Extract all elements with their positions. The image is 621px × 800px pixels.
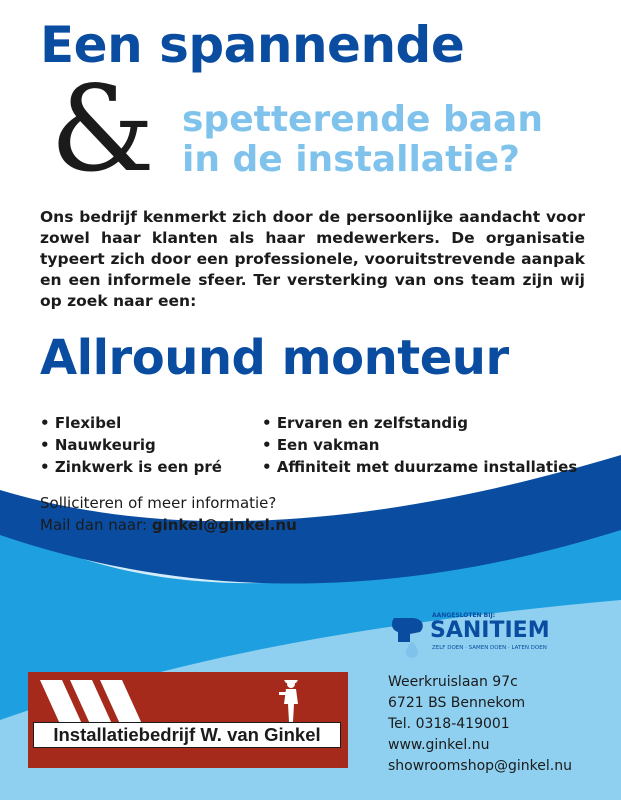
sanitiem-logo [388,608,563,662]
contact-block [388,672,572,777]
contact-phone: Tel. 0318-419001 [388,716,510,732]
headline-line-3: in de installatie? [182,138,520,180]
list-item: • Nauwkeurig [40,434,222,456]
apply-mail-line [40,514,297,536]
list-item: • Flexibel [40,412,222,434]
job-title: Allround monteur [40,330,509,386]
headline-line-1: Een spannende [40,16,465,74]
sanitiem-tagline: ZELF DOEN · SAMEN DOEN · LATEN DOEN [432,645,547,651]
headline-line-2: spetterende baan [182,99,543,140]
list-item: • Zinkwerk is een pré [40,456,222,478]
stripes-logo-icon [40,680,150,724]
sanitiem-drop-icon [390,612,428,660]
ampersand: & [50,60,156,198]
qualities-list-left [40,412,222,478]
contact-website-link[interactable]: www.ginkel.nu [388,737,490,753]
contact-street: Weerkruislaan 97c [388,674,518,690]
list-item: • Ervaren en zelfstandig [262,412,577,434]
apply-mail-prefix: Mail dan naar: [40,516,152,534]
qualities-list-right [262,412,577,478]
plumber-figure-icon [276,678,306,724]
headline-subtitle [182,100,543,179]
apply-section [40,492,297,536]
apply-email-link[interactable]: ginkel@ginkel.nu [151,516,297,534]
list-item: • Affiniteit met duurzame installaties [262,456,577,478]
list-item: • Een vakman [262,434,577,456]
sanitiem-affiliation: AANGESLOTEN BIJ: [432,612,496,619]
contact-email-link[interactable]: showroomshop@ginkel.nu [388,758,572,774]
sanitiem-name: SANITIEM [430,618,550,643]
company-logo [28,672,348,768]
company-name: Installatiebedrijf W. van Ginkel [33,722,341,748]
apply-question: Solliciteren of meer informatie? [40,494,277,512]
contact-city: 6721 BS Bennekom [388,695,526,711]
intro-paragraph: Ons bedrijf kenmerkt zich door de persoonlijke aandacht voor zowel haar klanten als haar medewerkers. De organisatie typeert zich door een professionele, vooruitstrevende aanpak en een informele sfeer. Ter versterking van ons team zijn wij op zoek naar een: [40,208,585,310]
